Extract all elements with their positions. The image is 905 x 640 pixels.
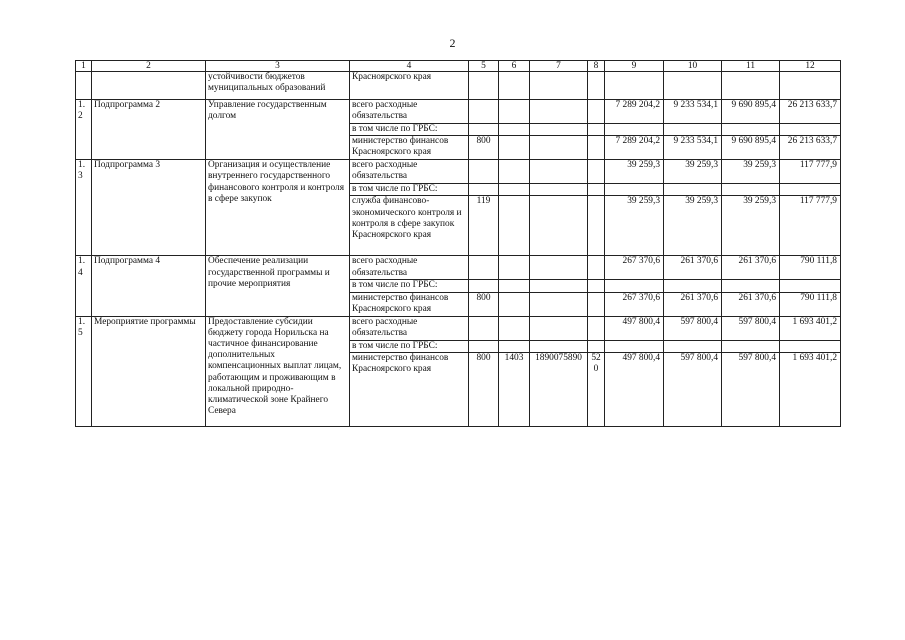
cell-grbs: 800 [469, 136, 499, 160]
cell-amount-11: 597 800,4 [722, 316, 780, 340]
section-purpose: Предоставление субсидии бюджету города Норильска на частичное финансирование дополнительных компенсационных выплат лицам, работающим и проживающим в локальной природно-климатической зоне Крайнего Севера [206, 316, 350, 426]
cell-target-code [530, 196, 588, 256]
section-total-row [76, 100, 841, 124]
cell-amount-9: 39 259,3 [605, 196, 664, 256]
cell-amount-11: 9 690 895,4 [722, 100, 780, 124]
table-header [76, 61, 841, 72]
section-total-row [76, 160, 841, 184]
cell-grbs: 800 [469, 292, 499, 316]
cell-amount-9: 267 370,6 [605, 292, 664, 316]
budget-table [75, 60, 841, 427]
cell-amount-10: 9 233 534,1 [664, 136, 722, 160]
cell-amount-12: 1 693 401,2 [780, 316, 841, 340]
cell-amount-10: 261 370,6 [664, 292, 722, 316]
section-name: Подпрограмма 3 [92, 160, 206, 256]
cell-amount-11: 261 370,6 [722, 292, 780, 316]
header-cell: 8 [588, 61, 605, 72]
cell-amount-11: 261 370,6 [722, 256, 780, 280]
cell-amount-12: 790 111,8 [780, 256, 841, 280]
cell-grbs [469, 316, 499, 340]
header-row [76, 61, 841, 72]
total-label: всего расходные обязательства [350, 160, 469, 184]
grbs-label: в том числе по ГРБС: [350, 184, 469, 196]
cell-expense-type [588, 292, 605, 316]
continuation-row [76, 72, 841, 100]
total-label: всего расходные обязательства [350, 256, 469, 280]
grbs-label: в том числе по ГРБС: [350, 280, 469, 292]
total-label: всего расходные обязательства [350, 316, 469, 340]
cell-section-code [499, 316, 530, 340]
grbs-label: в том числе по ГРБС: [350, 124, 469, 136]
section-purpose: Управление государственным долгом [206, 100, 350, 160]
cell-target-code: 1890075890 [530, 352, 588, 426]
cell-section-code [499, 196, 530, 256]
cell-amount-10: 261 370,6 [664, 256, 722, 280]
header-cell: 6 [499, 61, 530, 72]
section-purpose: Обеспечение реализации государственной программы и прочие мероприятия [206, 256, 350, 316]
header-cell: 1 [76, 61, 92, 72]
cell-amount-9: 7 289 204,2 [605, 100, 664, 124]
section-number: 1.3 [76, 160, 92, 256]
section-name: Мероприятие программы [92, 316, 206, 426]
cell-amount-10: 39 259,3 [664, 196, 722, 256]
section-name: Подпрограмма 2 [92, 100, 206, 160]
header-cell: 4 [350, 61, 469, 72]
cell-target-code [530, 136, 588, 160]
cell-target-code [530, 316, 588, 340]
section-purpose: Организация и осуществление внутреннего государственного финансового контроля и контроля в сфере закупок [206, 160, 350, 256]
cell-amount-9: 497 800,4 [605, 352, 664, 426]
cell-amount-11: 597 800,4 [722, 352, 780, 426]
cell-amount-12: 117 777,9 [780, 160, 841, 184]
cell-amount-12: 26 213 633,7 [780, 100, 841, 124]
cell-grbs: 119 [469, 196, 499, 256]
header-cell: 2 [92, 61, 206, 72]
cell-amount-11: 39 259,3 [722, 160, 780, 184]
header-cell: 12 [780, 61, 841, 72]
cell-amount-9: 267 370,6 [605, 256, 664, 280]
cell-section-code [499, 292, 530, 316]
cell-amount-12: 26 213 633,7 [780, 136, 841, 160]
cell-amount-9: 39 259,3 [605, 160, 664, 184]
cell-expense-type [588, 196, 605, 256]
header-cell: 9 [605, 61, 664, 72]
cell-amount-10: 597 800,4 [664, 316, 722, 340]
cell-expense-type [588, 160, 605, 184]
cell-amount-9: 7 289 204,2 [605, 136, 664, 160]
header-cell: 5 [469, 61, 499, 72]
cell-grbs [469, 100, 499, 124]
cell-amount-11: 9 690 895,4 [722, 136, 780, 160]
cell-expense-type [588, 256, 605, 280]
payer-name: министерство финансов Красноярского края [350, 352, 469, 426]
cell-amount-12: 1 693 401,2 [780, 352, 841, 426]
section-total-row [76, 316, 841, 340]
cell-target-code [530, 160, 588, 184]
grbs-label: в том числе по ГРБС: [350, 340, 469, 352]
cell-amount-10: 597 800,4 [664, 352, 722, 426]
cell-amount-10: 39 259,3 [664, 160, 722, 184]
cell-amount-10: 9 233 534,1 [664, 100, 722, 124]
cell-grbs: 800 [469, 352, 499, 426]
cell-expense-type [588, 316, 605, 340]
header-cell: 10 [664, 61, 722, 72]
section-total-row [76, 256, 841, 280]
cell-amount-12: 117 777,9 [780, 196, 841, 256]
header-cell: 11 [722, 61, 780, 72]
cell-section-code: 1403 [499, 352, 530, 426]
payer-name: министерство финансов Красноярского края [350, 136, 469, 160]
cell-section-code [499, 160, 530, 184]
total-label: всего расходные обязательства [350, 100, 469, 124]
payer-name: служба финансово-экономического контроля и контроля в сфере закупок Красноярского края [350, 196, 469, 256]
cell-amount-11: 39 259,3 [722, 196, 780, 256]
cell-expense-type [588, 100, 605, 124]
header-cell: 7 [530, 61, 588, 72]
section-number: 1.5 [76, 316, 92, 426]
page-number: 2 [449, 36, 456, 50]
payer-name: министерство финансов Красноярского края [350, 292, 469, 316]
continuation-purpose: устойчивости бюджетов муниципальных образований [206, 72, 350, 100]
section-number: 1.2 [76, 100, 92, 160]
cell-target-code [530, 292, 588, 316]
cell-section-code [499, 136, 530, 160]
section-number: 1.4 [76, 256, 92, 316]
cell-target-code [530, 100, 588, 124]
cell-section-code [499, 256, 530, 280]
cell-expense-type: 520 [588, 352, 605, 426]
continuation-payer: Красноярского края [350, 72, 469, 100]
cell-grbs [469, 256, 499, 280]
cell-amount-9: 497 800,4 [605, 316, 664, 340]
header-cell: 3 [206, 61, 350, 72]
section-name: Подпрограмма 4 [92, 256, 206, 316]
cell-section-code [499, 100, 530, 124]
cell-target-code [530, 256, 588, 280]
cell-grbs [469, 160, 499, 184]
cell-amount-12: 790 111,8 [780, 292, 841, 316]
cell-expense-type [588, 136, 605, 160]
